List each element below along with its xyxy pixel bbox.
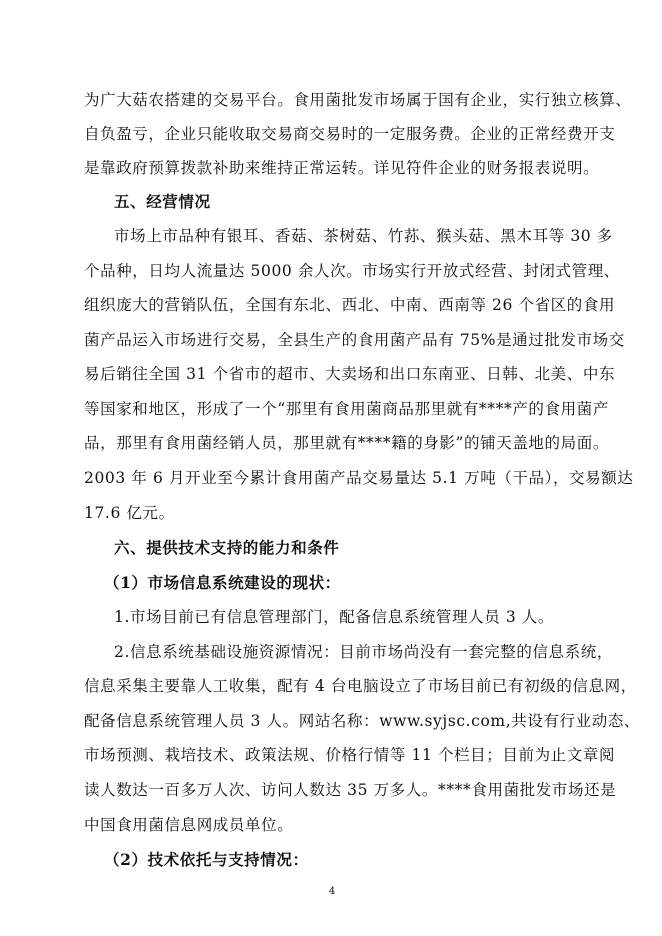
body-text-line: 个品种，日均人流量达 5000 余人次。市场实行开放式经营、封闭式管理、	[84, 262, 620, 280]
body-text-line: 组织庞大的营销队伍，全国有东北、西北、中南、西南等 26 个省区的食用	[84, 296, 616, 314]
body-text-line: 品，那里有食用菌经销人员，那里就有****籍的身影”的铺天盖地的局面。	[84, 434, 609, 452]
body-text-line: 17.6 亿元。	[84, 504, 175, 522]
subsection-heading: （1）市场信息系统建设的现状：	[104, 573, 341, 592]
list-item: 1.市场目前已有信息管理部门，配备信息系统管理人员 3 人。	[114, 608, 555, 626]
body-text-line: 等国家和地区，形成了一个“那里有食用菌商品那里就有****产的食用菌产	[84, 400, 609, 418]
page-number: 4	[328, 886, 336, 897]
body-text-line: 2003 年 6 月开业至今累计食用菌产品交易量达 5.1 万吨（干品），交易额达	[84, 469, 634, 487]
section-heading: 五、经营情况	[114, 192, 211, 211]
body-text-line: 配备信息系统管理人员 3 人。网站名称：www.syjsc.com,共设有行业动态、	[84, 712, 641, 730]
body-text-line: 为广大菇农搭建的交易平台。食用菌批发市场属于国有企业，实行独立核算、	[84, 91, 632, 109]
body-text-line: 读人数达一百多万人次、访问人数达 35 万多人。****食用菌批发市场还是	[84, 781, 617, 799]
body-text-line: 是靠政府预算拨款补助来维持正常运转。详见符件企业的财务报表说明。	[84, 159, 600, 177]
body-text-line: 中国食用菌信息网成员单位。	[84, 816, 294, 834]
section-heading: 六、提供技术支持的能力和条件	[114, 538, 340, 557]
body-text-line: 易后销往全国 31 个省市的超市、大卖场和出口东南亚、日韩、北美、中东	[84, 365, 616, 383]
list-item: 2.信息系统基础设施资源情况：目前市场尚没有一套完整的信息系统，	[114, 643, 613, 661]
body-text-line: 市场上市品种有银耳、香菇、茶树菇、竹荪、猴头菇、黑木耳等 30 多	[114, 227, 613, 245]
body-text-line: 信息采集主要靠人工收集，配有 4 台电脑设立了市场目前已有初级的信息网，	[84, 677, 637, 695]
body-text-line: 菌产品运入市场进行交易，全县生产的食用菌产品有 75%是通过批发市场交	[84, 331, 625, 349]
body-text-line: 市场预测、栽培技术、政策法规、价格行情等 11 个栏目；目前为止文章阅	[84, 746, 616, 764]
body-text-line: 自负盈亏，企业只能收取交易商交易时的一定服务费。企业的正常经费开支	[84, 125, 616, 143]
subsection-heading: （2）技术依托与支持情况：	[104, 850, 309, 869]
